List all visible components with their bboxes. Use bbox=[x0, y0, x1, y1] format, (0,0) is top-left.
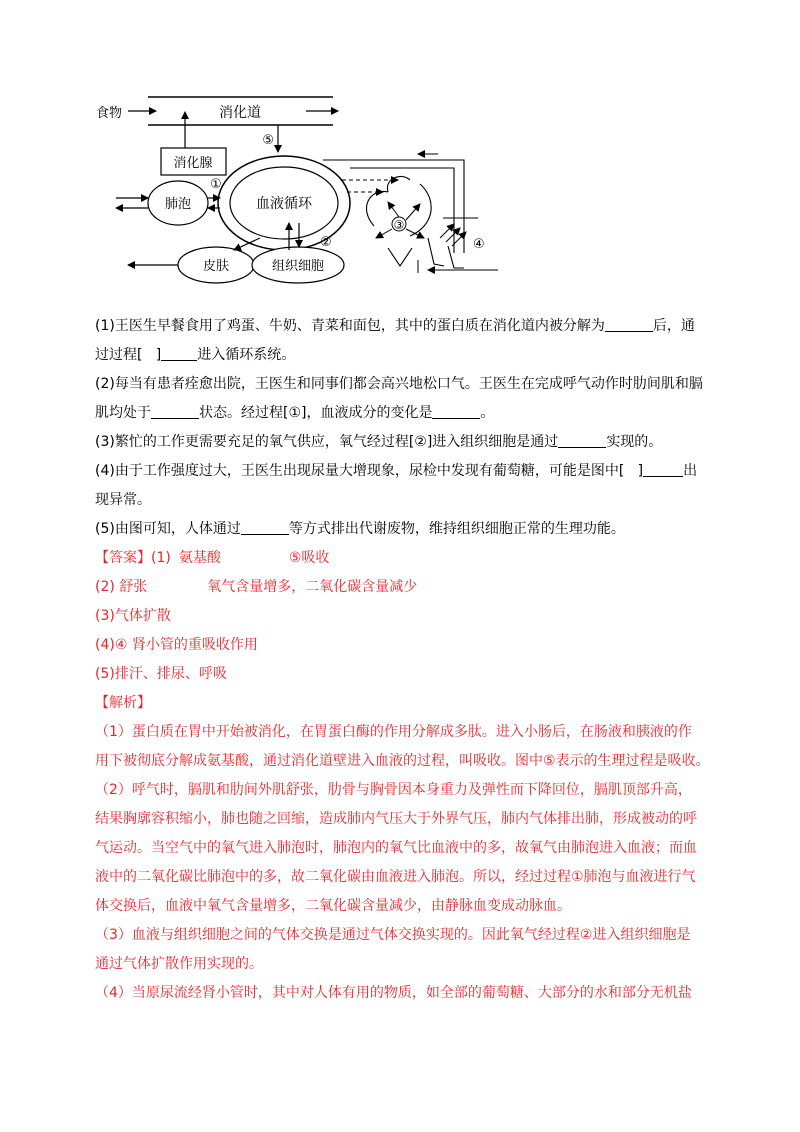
answer-2-part-2: 氧气含量增多，二氧化碳含量减少 bbox=[207, 579, 418, 595]
question-2-line-2 bbox=[95, 399, 705, 428]
answer-4: (4)④ 肾小管的重吸收作用 bbox=[95, 637, 258, 653]
digestive-tract bbox=[148, 97, 338, 125]
circulation-label: 血液循环 bbox=[256, 196, 312, 212]
tissue-cells-label: 组织细胞 bbox=[271, 259, 325, 274]
q2-text-a: (2)每当有患者痊愈出院，王医生和同事们都会高兴地松口气。王医生在完成呼气动作时肋间肌和膈 bbox=[95, 376, 703, 392]
analysis-p4-line-1: （4）当原尿流经肾小管时，其中对人体有用的物质，如全部的葡萄糖、大部分的水和部分无机盐 bbox=[95, 985, 692, 1001]
q5-text-b: 等方式排出代谢废物，维持组织细胞正常的生理功能。 bbox=[288, 521, 625, 537]
answer-line-3 bbox=[95, 602, 705, 631]
analysis-p2-line-4: 液中的二氧化碳比肺泡中的多，故二氧化碳由血液进入肺泡。所以，经过过程①肺泡与血液进行气 bbox=[95, 869, 696, 885]
analysis-p3-line-1: （3）血液与组织细胞之间的气体交换是通过气体交换实现的。因此氧气经过程②进入组织细胞是 bbox=[95, 927, 691, 943]
question-1-line-1 bbox=[95, 312, 705, 341]
answer-1-prefix: (1) bbox=[151, 550, 171, 566]
analysis-p2-line-1: （2）呼气时，膈肌和肋间外肌舒张，肋骨与胸骨因本身重力及弹性而下降回位，膈肌顶部升高， bbox=[95, 782, 692, 798]
answer-label: 【答案】 bbox=[95, 550, 151, 566]
analysis-p2-line-2: 结果胸廓容积缩小，肺也随之回缩，造成肺内气压大于外界气压，肺内气体排出肺，形成被动的呼 bbox=[95, 811, 697, 827]
analysis-p2-line-5: 体交换后，血液中氧气含量增多，二氧化碳含量减少，由静脉血变成动脉血。 bbox=[95, 898, 571, 914]
analysis-p2-line-3: 气运动。当空气中的氧气进入肺泡时，肺泡内的氧气比血液中的多，故氧气由肺泡进入血液；而血 bbox=[95, 840, 697, 856]
answer-line-2 bbox=[95, 573, 705, 602]
q4-text-c: 现异常。 bbox=[95, 492, 151, 508]
process-1-label: ① bbox=[210, 177, 222, 192]
q3-text-a: (3)繁忙的工作更需要充足的氧气供应，氧气经过程[②]进入组织细胞是通过 bbox=[95, 434, 559, 450]
physiology-diagram bbox=[88, 88, 508, 288]
q1-blank-1 bbox=[605, 316, 653, 332]
q2-blank-2 bbox=[432, 403, 480, 419]
q5-text-a: (5)由图可知，人体通过 bbox=[95, 521, 241, 537]
digestive-gland-box bbox=[161, 112, 226, 175]
q1-text-d: 进入循环系统。 bbox=[197, 347, 296, 363]
digestive-gland-label: 消化腺 bbox=[173, 156, 213, 171]
q1-blank-2 bbox=[161, 345, 197, 361]
alveoli bbox=[116, 177, 222, 225]
skin-label: 皮肤 bbox=[202, 259, 230, 274]
question-5 bbox=[95, 515, 705, 544]
digestive-tract-label: 消化道 bbox=[219, 105, 261, 121]
question-4-line-1 bbox=[95, 457, 705, 486]
q2-text-b: 肌均处于 bbox=[95, 405, 151, 421]
food-label: 食物 bbox=[96, 106, 123, 121]
process-5-label: ⑤ bbox=[262, 133, 274, 148]
q4-blank bbox=[643, 461, 683, 477]
analysis-p1-line-2: 用下被彻底分解成氨基酸，通过消化道壁进入血液的过程，叫吸收。图中⑤表示的生理过程是吸收。 bbox=[95, 753, 710, 769]
q1-text-c: 过过程[ ] bbox=[95, 347, 162, 363]
q4-text-b: 出 bbox=[683, 463, 698, 479]
skin bbox=[128, 238, 260, 283]
question-3 bbox=[95, 428, 705, 457]
answer-5: (5)排汗、排尿、呼吸 bbox=[95, 666, 227, 682]
answer-2-part-1: (2) 舒张 bbox=[95, 579, 148, 595]
q3-text-b: 实现的。 bbox=[606, 434, 663, 450]
question-4-line-2 bbox=[95, 486, 705, 515]
question-2-line-1 bbox=[95, 370, 705, 399]
q4-text-a: (4)由于工作强度过大，王医生出现尿量大增现象，尿检中发现有葡萄糖，可能是图中[ ] bbox=[95, 463, 644, 479]
answer-1-part-1: 氨基酸 bbox=[178, 550, 221, 566]
answer-line-5 bbox=[95, 660, 705, 689]
question-and-answer bbox=[95, 312, 710, 1008]
process-4-label: ④ bbox=[473, 237, 485, 252]
q3-blank bbox=[558, 432, 606, 448]
analysis-p1-line-1: （1）蛋白质在胃中开始被消化，在胃蛋白酶的作用分解成多肽。进入小肠后，在肠液和胰液的作 bbox=[95, 724, 692, 740]
process-3-label: ③ bbox=[393, 218, 405, 232]
q2-text-d: 。 bbox=[480, 405, 495, 421]
q1-text-a: (1)王医生早餐食用了鸡蛋、牛奶、青菜和面包，其中的蛋白质在消化道内被分解为 bbox=[95, 318, 605, 334]
q2-blank-1 bbox=[151, 403, 199, 419]
q2-text-c: 状态。经过程[①]，血液成分的变化是 bbox=[199, 405, 433, 421]
q5-blank bbox=[241, 519, 289, 535]
q1-text-b: 后，通 bbox=[652, 318, 695, 334]
answer-line-4 bbox=[95, 631, 705, 660]
answer-1-part-2: ⑤吸收 bbox=[288, 550, 330, 566]
analysis-p3-line-2: 通过气体扩散作用实现的。 bbox=[95, 956, 263, 972]
alveoli-label: 肺泡 bbox=[164, 197, 192, 212]
process-2-label: ② bbox=[320, 235, 332, 250]
analysis-label: 【解析】 bbox=[95, 695, 151, 711]
answer-3: (3)气体扩散 bbox=[95, 608, 171, 624]
question-1-line-2 bbox=[95, 341, 705, 370]
answer-line-1 bbox=[95, 544, 705, 573]
